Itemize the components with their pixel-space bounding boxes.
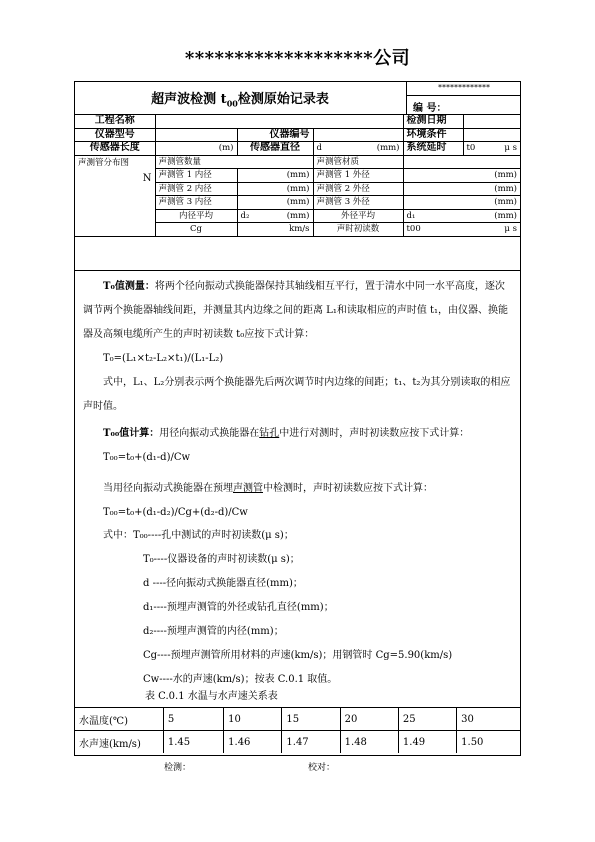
- unit-mm: (mm): [403, 182, 520, 196]
- speed-cell: 1.50: [457, 731, 520, 754]
- tester-label: 检测：: [164, 763, 192, 773]
- project-name-value[interactable]: [155, 115, 403, 129]
- table-row: [75, 128, 520, 142]
- tube-material-label: 声测管材质: [313, 155, 403, 169]
- sensor-length-unit: (m): [155, 142, 237, 156]
- t0-note: 式中，L₁、L₂分别表示两个换能器先后两次调节时内边缘的间距；t₁、t₂为其分别读取的相应声时值。: [83, 377, 511, 412]
- table-row: [75, 708, 520, 731]
- info-table: [75, 114, 520, 237]
- t0-paragraph: T₀值测量：将两个径向振动式换能器保持其轴线相互平行，置于清水中同一水平高度，逐次调节两个换能器轴线间距，并测量其内边缘之间的距离 L₁和读取相应的声时值 t₁，由仪器、换能器及高频电缆所产生的声时初读数 t₀应按下式计算：: [83, 281, 509, 340]
- water-speed-table: [75, 707, 520, 753]
- tube2-inner-label: 声测管 2 内径: [155, 182, 237, 196]
- temp-cell: 20: [340, 708, 398, 731]
- unit-mm: (mm): [403, 196, 520, 210]
- title-row: [75, 82, 520, 115]
- t00-formula-1: T₀₀=t₀+(d₁-d)/Cw: [103, 452, 191, 463]
- outer-avg-value: d₁ (mm): [403, 209, 520, 223]
- temp-cell: 25: [398, 708, 456, 731]
- definition-d: d ----径向振动式换能器直径(mm)；: [143, 578, 303, 589]
- definition-d2: d₂----预埋声测管的内径(mm)；: [143, 626, 284, 637]
- table-row: [75, 155, 520, 169]
- tube-count-label: 声测管数量: [155, 155, 313, 169]
- cg-unit: km/s: [237, 223, 313, 237]
- speed-cell: 1.48: [340, 731, 398, 754]
- definition-cw: Cw----水的声速(km/s)；按表 C.0.1 取值。: [143, 674, 338, 685]
- t00-formula-2: T₀₀=t₀+(d₁-d₂)/Cg+(d₂-d)/Cw: [103, 507, 248, 518]
- speed-cell: 1.45: [163, 731, 223, 754]
- table-row: [75, 142, 520, 156]
- instrument-model-label: 仪器型号: [75, 128, 155, 142]
- outer-avg-label: 外径平均: [313, 209, 403, 223]
- speed-cell: 1.47: [282, 731, 340, 754]
- temp-cell: 30: [457, 708, 520, 731]
- instrument-no-label: 仪器编号: [237, 128, 313, 142]
- definition-t0: T₀----仪器设备的声时初读数(μ s)；: [143, 554, 300, 565]
- instrument-no-value[interactable]: [313, 128, 403, 142]
- table-row: [75, 731, 520, 754]
- test-date-value[interactable]: [463, 115, 520, 129]
- instrument-model-value[interactable]: [155, 128, 237, 142]
- code-box: [406, 82, 521, 114]
- tube1-inner-label: 声测管 1 内径: [155, 169, 237, 183]
- speed-cell: 1.49: [398, 731, 456, 754]
- temp-cell: 10: [224, 708, 282, 731]
- tube-layout-cell: [75, 155, 155, 236]
- temp-cell: 5: [163, 708, 223, 731]
- water-temp-label: 水温度(℃): [75, 708, 163, 731]
- environment-value[interactable]: [463, 128, 520, 142]
- checker-label: 校对：: [308, 763, 336, 773]
- test-date-label: 检测日期: [403, 115, 463, 129]
- tube3-outer-label: 声测管 3 外径: [313, 196, 403, 210]
- north-marker: N: [142, 172, 152, 184]
- unit-mm: (mm): [237, 182, 313, 196]
- sensor-diameter-value: d (mm): [313, 142, 403, 156]
- form-code: *************: [438, 83, 490, 92]
- tube1-outer-label: 声测管 1 外径: [313, 169, 403, 183]
- tube-layout-label: 声测管分布图: [78, 157, 130, 168]
- cg-label: Cg: [155, 223, 237, 237]
- inner-avg-value: d₂ (mm): [237, 209, 313, 223]
- company-name: *******************公司: [184, 48, 411, 69]
- table-caption: 表 C.0.1 水温与水声速关系表: [145, 691, 278, 702]
- sensor-diameter-label: 传感器直径: [237, 142, 313, 156]
- tube-material-value[interactable]: [403, 155, 520, 169]
- speed-cell: 1.46: [224, 731, 282, 754]
- sensor-length-label: 传感器长度: [75, 142, 155, 156]
- t0-formula: T₀=(L₁×t₂-L₂×t₁)/(L₁-L₂): [103, 353, 224, 364]
- system-delay-value: t0 μ s: [463, 142, 520, 156]
- pre-tube-paragraph: 当用径向振动式换能器在预埋声测管中检测时，声时初读数应按下式计算：: [103, 483, 433, 494]
- record-form: [74, 81, 521, 756]
- sound-reading-value: t00 μ s: [403, 223, 520, 237]
- water-speed-label: 水声速(km/s): [75, 731, 163, 754]
- environment-label: 环境条件: [403, 128, 463, 142]
- system-delay-label: 系统延时: [403, 142, 463, 156]
- number-label: 编 号：: [413, 103, 447, 114]
- project-name-label: 工程名称: [75, 115, 155, 129]
- form-title: 超声波检测 $t_{00}$检测原始记录表: [151, 92, 329, 109]
- definition-d1: d₁----预埋声测管的外径或钻孔直径(mm)；: [143, 602, 334, 613]
- definition-cg: Cg----预埋声测管所用材料的声速(km/s)；用钢管时 Cg=5.90(km/s): [143, 650, 453, 661]
- explanation-section: [75, 270, 520, 708]
- sound-reading-label: 声时初读数: [313, 223, 403, 237]
- t00-paragraph: T₀₀值计算：用径向振动式换能器在钻孔中进行对测时，声时初读数应按下式计算：: [103, 428, 470, 439]
- table-row: [75, 115, 520, 129]
- tube2-outer-label: 声测管 2 外径: [313, 182, 403, 196]
- tube3-inner-label: 声测管 3 内径: [155, 196, 237, 210]
- unit-mm: (mm): [237, 196, 313, 210]
- unit-mm: (mm): [403, 169, 520, 183]
- definition-t00: 式中：T₀₀----孔中测试的声时初读数(μ s)；: [103, 530, 294, 541]
- inner-avg-label: 内径平均: [155, 209, 237, 223]
- unit-mm: (mm): [237, 169, 313, 183]
- temp-cell: 15: [282, 708, 340, 731]
